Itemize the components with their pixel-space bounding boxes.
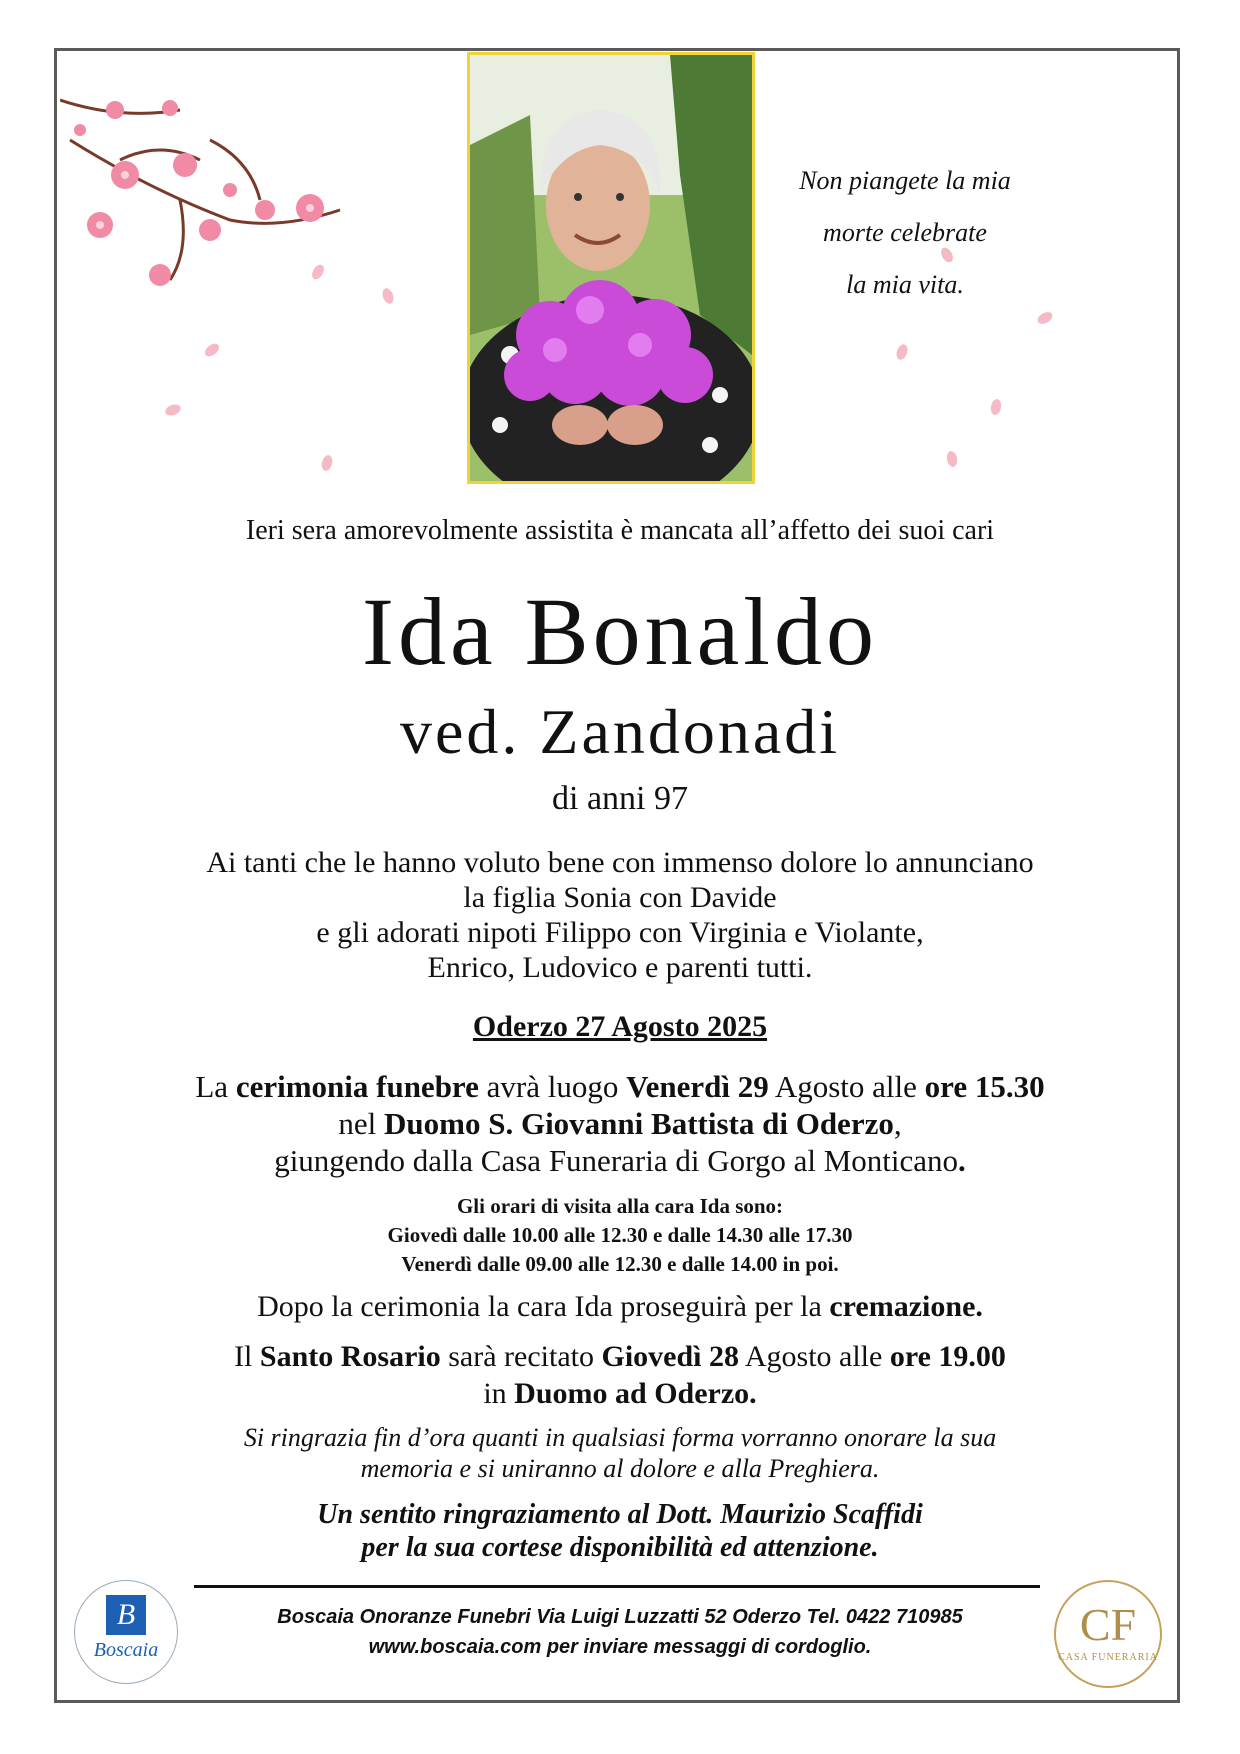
- footer-address: Boscaia Onoranze Funebri Via Luigi Luzzatti 52 Oderzo Tel. 0422 710985: [277, 1606, 963, 1628]
- text-bold: ore 19.00: [889, 1340, 1006, 1373]
- quote-line: la mia vita.: [846, 270, 964, 299]
- text-bold: Giovedì 28: [601, 1340, 740, 1373]
- visits-line: Venerdì dalle 09.00 alle 12.30 e dalle 14.00 in poi.: [401, 1252, 839, 1276]
- announcement-line: Ai tanti che le hanno voluto bene con immenso dolore lo annunciano: [206, 846, 1034, 879]
- ceremony-info: [0, 1068, 1240, 1179]
- casa-funeraria-logo: [1054, 1580, 1162, 1688]
- doctor-line: per la sua cortese disponibilità ed attenzione.: [361, 1532, 879, 1563]
- text: in: [483, 1377, 515, 1410]
- announcement-line: la figlia Sonia con Davide: [463, 881, 777, 914]
- text: sarà recitato: [440, 1340, 602, 1373]
- thanks-text: [0, 1422, 1240, 1484]
- text: Agosto alle: [739, 1340, 890, 1373]
- rosary-line-1: [0, 1338, 1240, 1375]
- text-bold: Duomo S. Giovanni Battista di Oderzo: [384, 1106, 894, 1141]
- deceased-name: Ida Bonaldo: [362, 578, 878, 685]
- quote-line: morte celebrate: [823, 218, 987, 247]
- thanks-line: memoria e si uniranno al dolore e alla Preghiera.: [360, 1454, 880, 1483]
- text-bold: ore 15.30: [924, 1069, 1045, 1104]
- intro-text: Ieri sera amorevolmente assistita è mancata all’affetto dei suoi cari: [245, 515, 995, 546]
- announcement-line: e gli adorati nipoti Filippo con Virginia e Violante,: [316, 916, 924, 949]
- text: Agosto alle: [768, 1069, 925, 1104]
- ceremony-line-1: [0, 1068, 1240, 1105]
- thanks-line: Si ringrazia fin d’ora quanti in qualsiasi forma vorranno onorare la sua: [243, 1423, 997, 1452]
- rosary-line-2: [0, 1375, 1240, 1412]
- married-name: ved. Zandonadi: [399, 696, 841, 767]
- text-bold: cremazione.: [829, 1290, 983, 1323]
- ceremony-line-2: [0, 1105, 1240, 1142]
- text: Dopo la cerimonia la cara Ida proseguirà per la: [257, 1290, 830, 1323]
- text-bold: Santo Rosario: [259, 1340, 441, 1373]
- text: La: [195, 1069, 236, 1104]
- quote: [770, 155, 1040, 311]
- announcement: [0, 845, 1240, 985]
- text: giungendo dalla Casa Funeraria di Gorgo al Monticano: [274, 1143, 959, 1178]
- portrait-photo: [467, 52, 755, 484]
- text: nel: [338, 1106, 385, 1141]
- text: Il: [234, 1340, 260, 1373]
- footer-divider: [194, 1585, 1040, 1588]
- visiting-hours: [0, 1192, 1240, 1279]
- visits-line: Giovedì dalle 10.00 alle 12.30 e dalle 14.30 alle 17.30: [387, 1223, 853, 1247]
- text-bold: .: [958, 1143, 966, 1178]
- ceremony-line-3: [0, 1142, 1240, 1179]
- notice-date: Oderzo 27 Agosto 2025: [472, 1010, 768, 1043]
- cf-monogram: CF: [1079, 1599, 1137, 1650]
- cf-subtitle: CASA FUNERARIA: [1058, 1652, 1158, 1663]
- visits-line: Gli orari di visita alla cara Ida sono:: [456, 1194, 784, 1218]
- boscaia-logo-word: Boscaia: [93, 1639, 159, 1661]
- boscaia-logo-mark: B: [106, 1595, 146, 1635]
- text: avrà luogo: [478, 1069, 627, 1104]
- announcement-line: Enrico, Ludovico e parenti tutti.: [427, 951, 813, 984]
- quote-line: Non piangete la mia: [799, 166, 1011, 195]
- doctor-thanks: [0, 1498, 1240, 1564]
- age-text: di anni 97: [552, 780, 688, 817]
- doctor-line: Un sentito ringraziamento al Dott. Maurizio Scaffidi: [317, 1499, 923, 1530]
- text-bold: cerimonia funebre: [235, 1069, 479, 1104]
- text: ,: [893, 1106, 902, 1141]
- text-bold: Duomo ad Oderzo.: [514, 1377, 757, 1410]
- footer-website[interactable]: www.boscaia.com per inviare messaggi di cordoglio.: [368, 1636, 872, 1658]
- rosary-info: [0, 1338, 1240, 1412]
- text-bold: Venerdì 29: [626, 1069, 769, 1104]
- cremation-info: [0, 1290, 1240, 1324]
